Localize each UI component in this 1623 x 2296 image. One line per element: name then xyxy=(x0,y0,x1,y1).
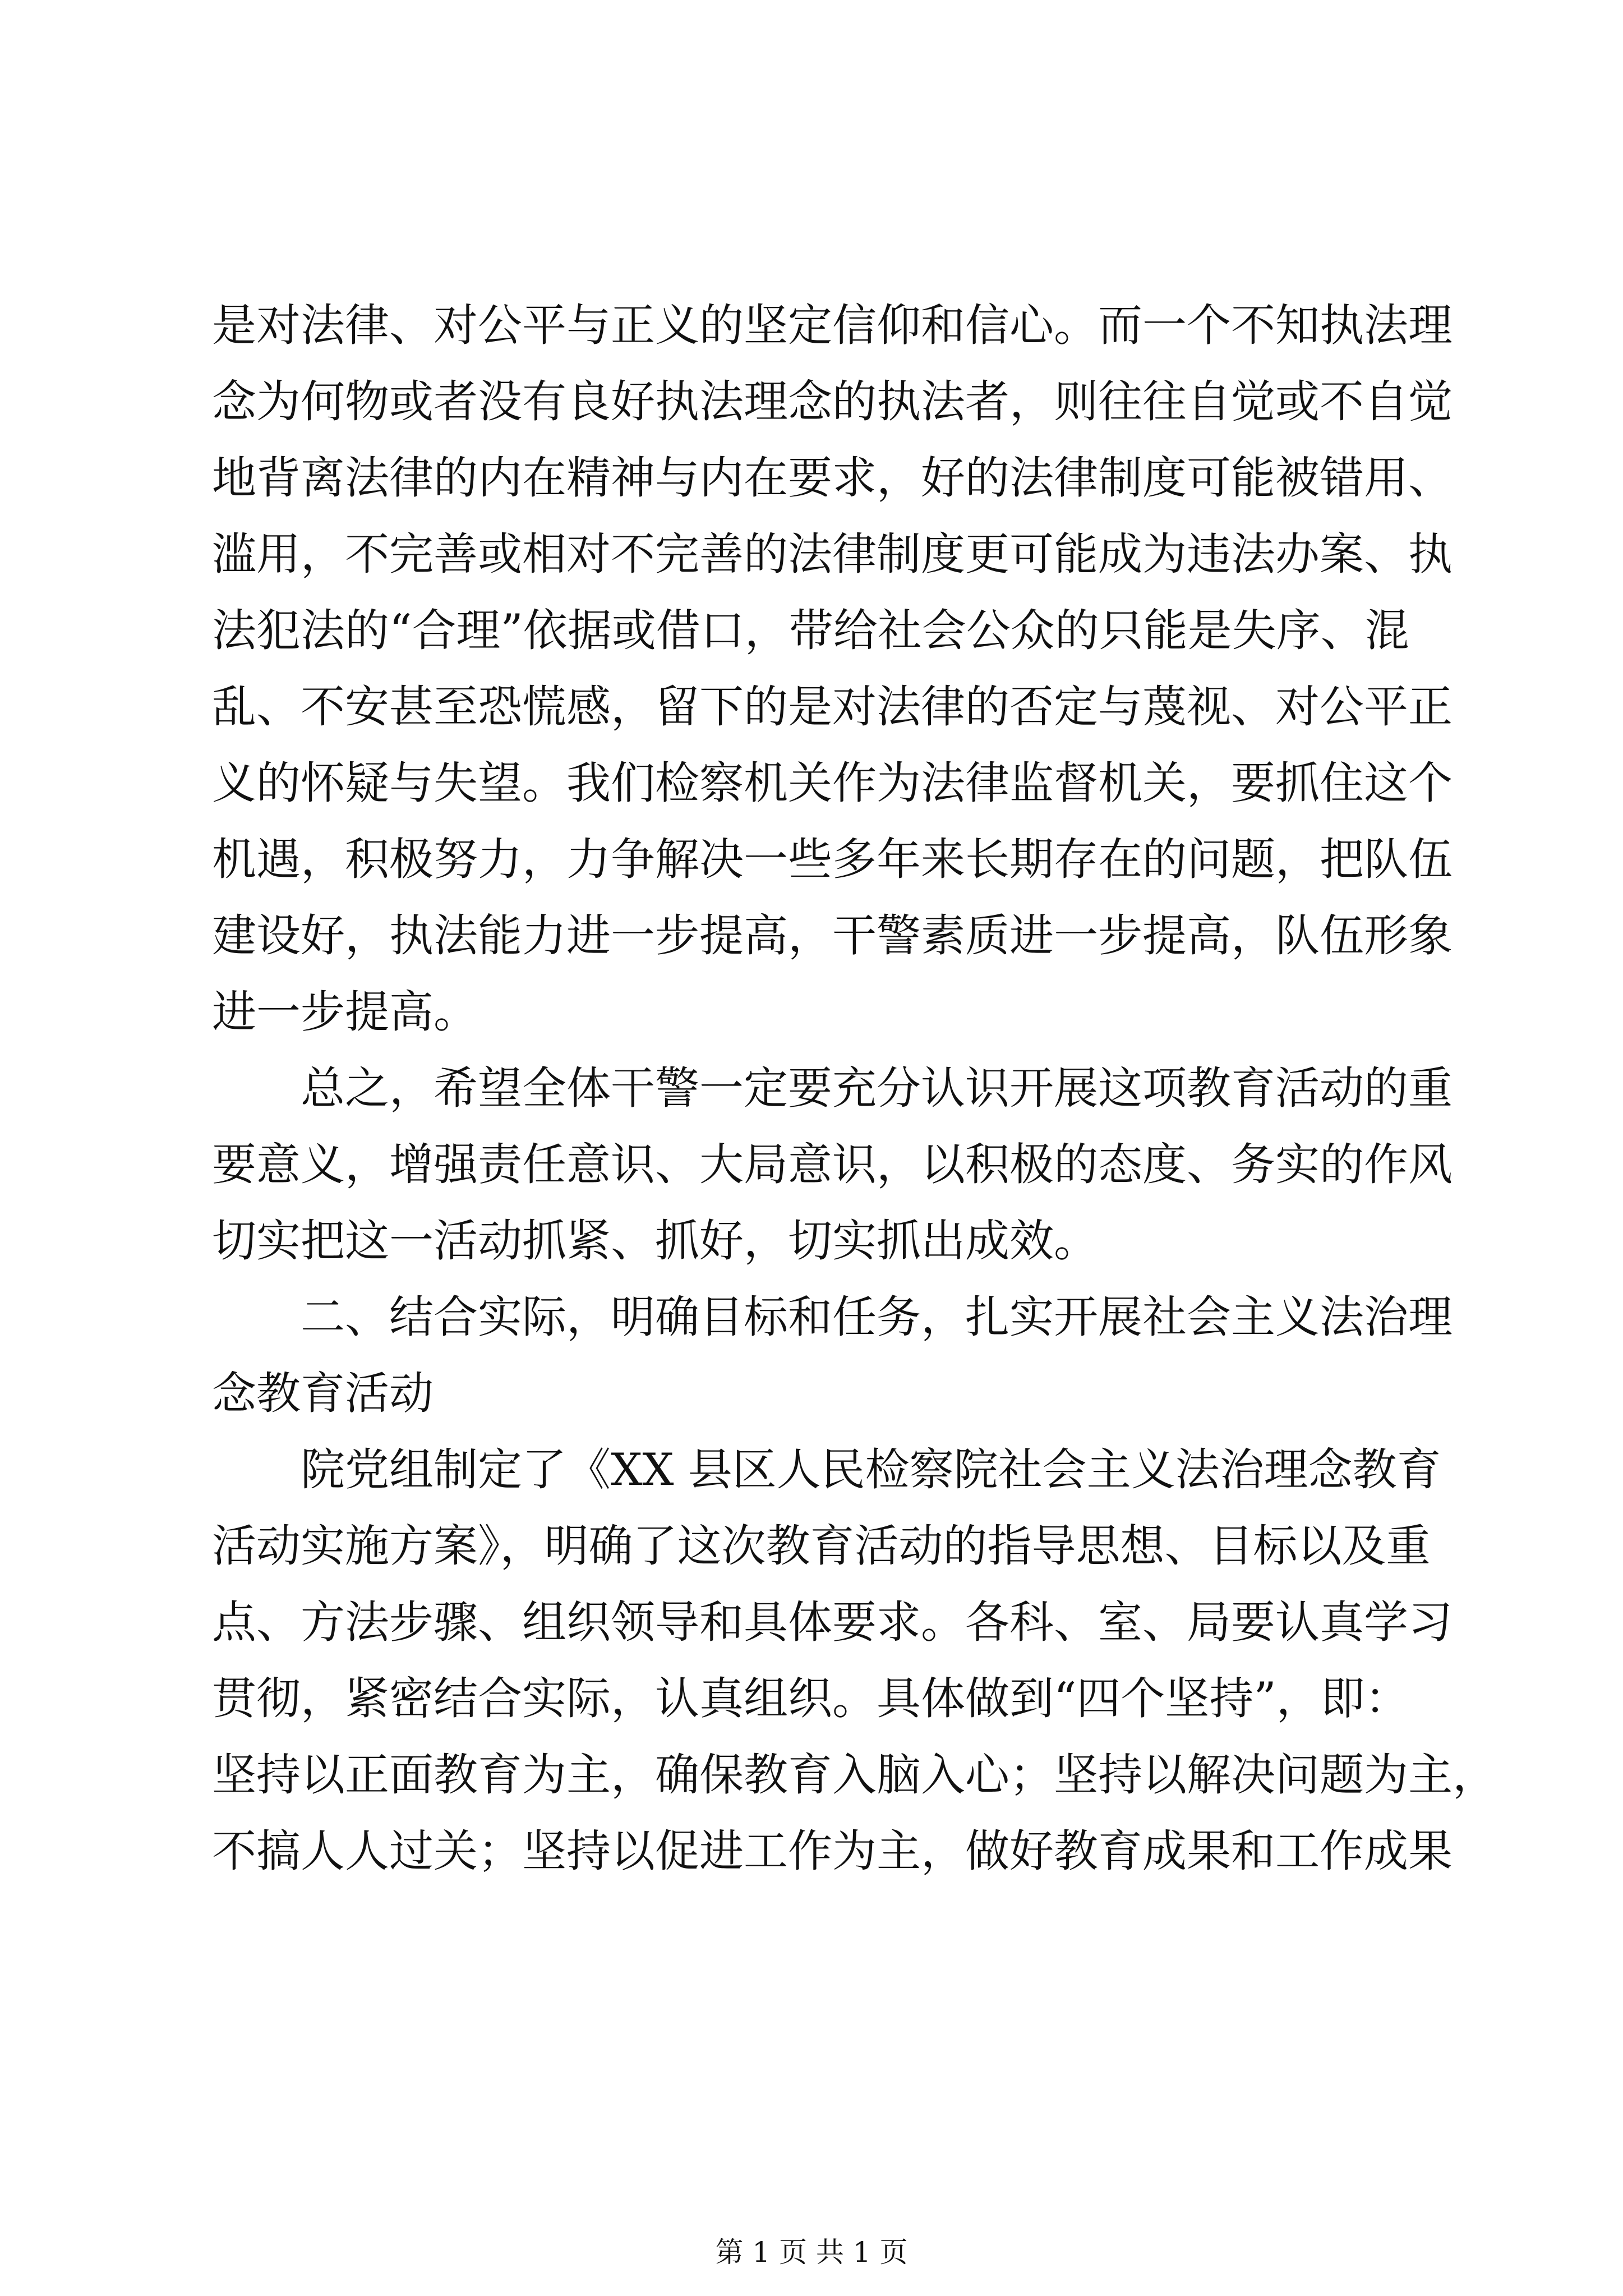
text-line: 进一步提高。 xyxy=(212,986,478,1038)
text-line: 是对法律、对公平与正义的坚定信仰和信心。而一个不知执法理 xyxy=(212,300,1453,351)
text-line: 乱、不安甚至恐慌感，留下的是对法律的否定与蔑视、对公平正 xyxy=(212,681,1453,733)
paragraph-first-line: 院党组制定了《XX 县区人民检察院社会主义法治理念教育 xyxy=(301,1444,1441,1496)
text-line: 念为何物或者没有良好执法理念的执法者，则往往自觉或不自觉 xyxy=(212,376,1453,427)
text-line: 建设好，执法能力进一步提高，干警素质进一步提高，队伍形象 xyxy=(212,910,1453,961)
text-line: 不搞人人过关；坚持以促进工作为主，做好教育成果和工作成果 xyxy=(212,1825,1453,1877)
text-line: 地背离法律的内在精神与内在要求，好的法律制度可能被错用、 xyxy=(212,452,1453,504)
text-line: 点、方法步骤、组织领导和具体要求。各科、室、局要认真学习 xyxy=(212,1596,1453,1648)
text-line: 义的怀疑与失望。我们检察机关作为法律监督机关，要抓住这个 xyxy=(212,757,1453,809)
text-line: 法犯法的“合理”依据或借口，带给社会公众的只能是失序、混 xyxy=(212,605,1409,656)
section-heading-continued: 念教育活动 xyxy=(212,1368,434,1419)
text-line: 贯彻，紧密结合实际，认真组织。具体做到“四个坚持”，即： xyxy=(212,1673,1409,1724)
text-line: 要意义，增强责任意识、大局意识，以积极的态度、务实的作风 xyxy=(212,1139,1453,1190)
paragraph-first-line: 总之，希望全体干警一定要充分认识开展这项教育活动的重 xyxy=(301,1062,1453,1114)
page-number-footer: 第 1 页 共 1 页 xyxy=(715,2236,908,2269)
text-line: 活动实施方案》，明确了这次教育活动的指导思想、目标以及重 xyxy=(212,1520,1431,1572)
text-line: 机遇，积极努力，力争解决一些多年来长期存在的问题，把队伍 xyxy=(212,834,1453,885)
text-line: 坚持以正面教育为主，确保教育入脑入心；坚持以解决问题为主， xyxy=(212,1749,1497,1801)
text-line: 切实把这一活动抓紧、抓好，切实抓出成效。 xyxy=(212,1215,1098,1267)
text-line: 滥用，不完善或相对不完善的法律制度更可能成为违法办案、执 xyxy=(212,528,1453,580)
section-heading: 二、结合实际，明确目标和任务，扎实开展社会主义法治理 xyxy=(301,1291,1453,1343)
